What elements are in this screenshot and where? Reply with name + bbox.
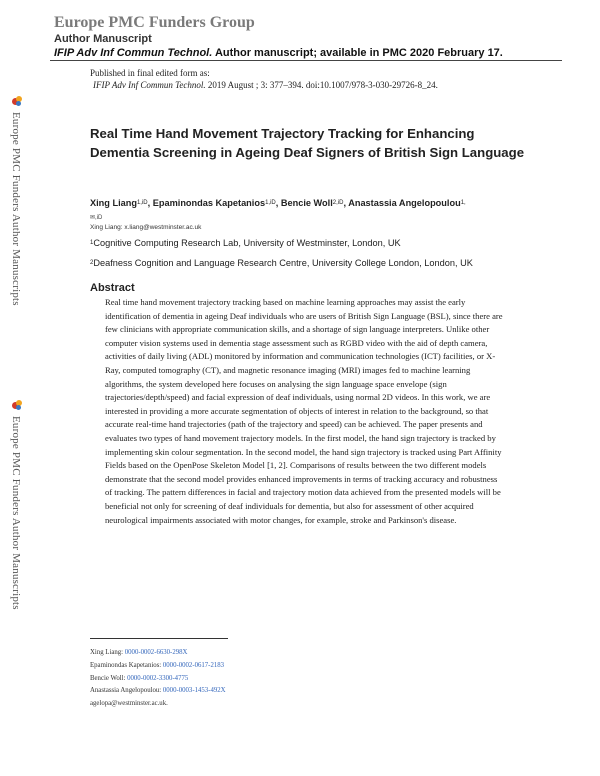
sidebar-label-top bbox=[10, 96, 28, 386]
journal-abbrev: IFIP Adv Inf Commun Technol. bbox=[54, 47, 213, 59]
footnote-orcid bbox=[90, 660, 226, 673]
funders-group-title: Europe PMC Funders Group bbox=[54, 14, 255, 31]
abstract-heading: Abstract bbox=[90, 282, 135, 294]
author-name: Anastassia Angelopoulou bbox=[348, 198, 461, 208]
author-superscript: 2,iD bbox=[332, 200, 344, 206]
footnote-author: Bencie Woll: bbox=[90, 674, 126, 682]
affiliation-superscript: 1 bbox=[90, 240, 94, 246]
affiliation-superscript: 2 bbox=[90, 260, 94, 266]
sidebar-text-bottom: Europe PMC Funders Author Manuscripts bbox=[10, 416, 22, 610]
published-details: 2019 August ; 3: 377–394. doi:10.1007/978-3-030-29726-8_24. bbox=[207, 80, 438, 90]
page-header bbox=[54, 14, 574, 60]
affiliation-2 bbox=[90, 257, 473, 269]
author-name: Bencie Woll bbox=[280, 198, 333, 208]
published-in-block bbox=[90, 67, 438, 91]
footnote-author: Anastassia Angelopoulou: bbox=[90, 687, 162, 695]
footnote-author: Epaminondas Kapetanios: bbox=[90, 661, 162, 669]
footnote-author: Xing Liang: bbox=[90, 649, 124, 656]
author-name: Xing Liang bbox=[90, 198, 137, 208]
orcid-link[interactable]: 0000-0002-6630-298X bbox=[124, 649, 188, 656]
orcid-link[interactable]: 0000-0002-0617-2183 bbox=[162, 661, 225, 669]
author-superscript: 1,iD bbox=[265, 200, 276, 206]
author-name: Epaminondas Kapetanios bbox=[152, 198, 266, 208]
journal-availability-line bbox=[54, 46, 574, 60]
sidebar-text-top: Europe PMC Funders Author Manuscripts bbox=[10, 112, 22, 306]
abstract-body: Real time hand movement trajectory tracking based on machine learning approaches may assist the early identification of dementia in ageing Deaf individuals who are users of British Sign Language (BSL), since there are few clinicians with appropriate communication skills, and a shortage of sign language interpreters. Unlike other computer vision systems used in dementia stage assessment such as RGBD video with the aid of depth camera, activities of daily living (ADL) monitored by information and communication technologies (ICT) facilities, or X-Ray, computed tomography (CT), and magnetic resonance imaging (MRI) images fed to machine learning algorithms, the system developed here focuses on analysing the sign language space envelope (sign trajectories/depth/speed) and facial expression of deaf individuals, using normal 2D videos. In this work, we are interested in providing a more accurate segmentation of objects of interest in relation to the background, so that accurate real-time hand trajectories (path of the trajectory and speed) can be achieved. The paper presents and evaluates two types of hand movement trajectory models. In the first model, the hand sign trajectory is tracked by implementing skin colour segmentation. In the second model, the hand sign trajectory is tracked using Part Affinity Fields based on the OpenPose Skeleton Model [1, 2]. Comparisons of results between the two different models demonstrate that the second model provides enhanced improvements in terms of tracking accuracy and robustness of tracking. The pattern differences in facial and trajectory motion data achieved from the presented models will be beneficial not only for screening of deaf individuals for dementia, but also for assessment of other acquired neurological impairments associated with motor changes, for example, stroke and Parkinson's disease. bbox=[105, 297, 503, 525]
header-rule bbox=[50, 60, 562, 61]
europe-pmc-logo-icon bbox=[12, 96, 22, 106]
author-superscript: 1, bbox=[460, 200, 466, 206]
availability-text: Author manuscript; available in PMC 2020 February 17. bbox=[214, 47, 503, 59]
footnote-rule bbox=[90, 638, 228, 639]
affiliation-1 bbox=[90, 237, 401, 249]
orcid-link[interactable]: 0000-0003-1453-492X bbox=[162, 687, 226, 695]
affiliation-text: Cognitive Computing Research Lab, University of Westminster, London, UK bbox=[93, 238, 401, 248]
sidebar-label-bottom bbox=[10, 400, 28, 690]
published-journal: IFIP Adv Inf Commun Technol. bbox=[93, 80, 206, 90]
orcid-link[interactable]: 0000-0002-3300-4775 bbox=[127, 674, 189, 682]
europe-pmc-logo-icon bbox=[12, 400, 22, 410]
author-superscript: 1,iD bbox=[136, 200, 148, 206]
author-list: Xing Liang$^{1,iD}$, Epaminondas Kapetanios$^{1,iD}$, Bencie Woll$^{2,iD}$, Anastassia Angelopoulou$^{1,}$ ✉,iD bbox=[90, 198, 466, 221]
published-label: Published in final edited form as: bbox=[90, 68, 210, 78]
paper-title: Real Time Hand Movement Trajectory Tracking for Enhancing Dementia Screening in Ageing Deaf Signers of British Sign Language bbox=[90, 126, 525, 160]
corresponding-email: Xing Liang: x.liang@westminster.ac.uk bbox=[90, 224, 202, 231]
author-manuscript-label: Author Manuscript bbox=[54, 33, 152, 45]
footnote-email: agelopa@westminster.ac.uk. bbox=[90, 700, 168, 708]
author-tail-marks: ✉,iD bbox=[90, 215, 103, 221]
footnotes bbox=[90, 647, 226, 711]
footnote-orcid bbox=[90, 647, 226, 660]
footnote-orcid bbox=[90, 673, 226, 686]
footnote-orcid bbox=[90, 685, 226, 698]
affiliation-text: Deafness Cognition and Language Research Centre, University College London, London, UK bbox=[93, 258, 473, 268]
published-citation bbox=[90, 79, 438, 91]
